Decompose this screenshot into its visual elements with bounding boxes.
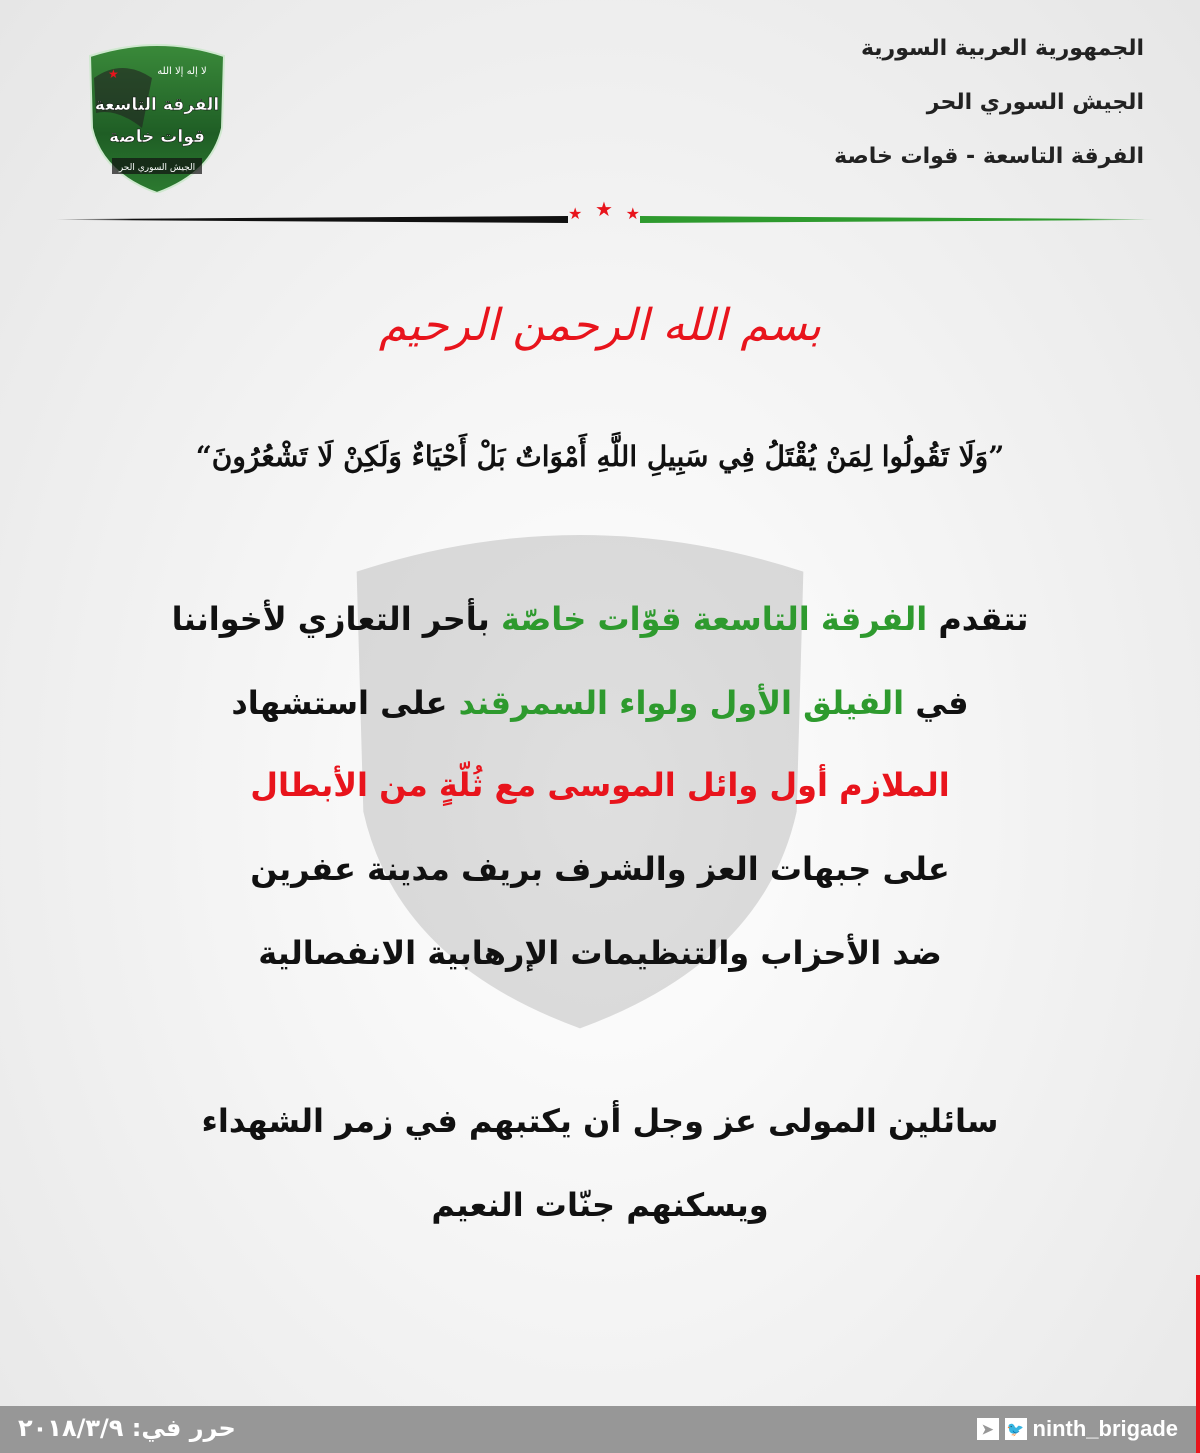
social-handle[interactable] — [977, 1416, 1178, 1442]
logo-shahada: لا إله إلا الله — [157, 66, 207, 77]
body-line-7: ويسكنهم جنّات النعيم — [431, 1186, 769, 1224]
text: على استشهاد — [231, 684, 459, 722]
body-line-1 — [0, 600, 1200, 638]
brigade-logo — [82, 38, 232, 193]
logo-text-3: الجيش السوري الحر — [118, 163, 196, 173]
body-line-6: سائلين المولى عز وجل أن يكتبهم في زمر الشهداء — [201, 1102, 999, 1140]
logo-text-2: قوات خاصة — [109, 127, 205, 147]
header-brigade: الفرقة التاسعة - قوات خاصة — [834, 144, 1144, 169]
twitter-icon: 🐦 — [1005, 1418, 1027, 1440]
martyr-name: الملازم أول وائل الموسى مع ثُلّةٍ من الأبطال — [250, 766, 950, 804]
footer — [0, 1406, 1196, 1453]
accent-bar — [1196, 1275, 1200, 1453]
divider-black — [56, 216, 568, 223]
logo-text-1: الفرقة التاسعة — [94, 95, 220, 115]
divider-stars — [568, 196, 640, 223]
text: تتقدم — [927, 600, 1029, 638]
quran-verse: ”وَلَا تَقُولُوا لِمَنْ يُقْتَلُ فِي سَبِيلِ اللَّهِ أَمْوَاتٌ بَلْ أَحْيَاءٌ وَلَكِنْ لَا تَشْعُرُونَ“ — [195, 440, 1005, 473]
text: في — [904, 684, 969, 722]
body-line-2 — [0, 684, 1200, 722]
star-icon: ★ — [568, 204, 583, 223]
bismillah: بسم الله الرحمن الرحيم — [378, 300, 822, 351]
divider-green — [640, 216, 1155, 223]
body-line-4: على جبهات العز والشرف بريف مدينة عفرين — [250, 850, 950, 888]
svg-text:★: ★ — [108, 67, 119, 81]
body-line-5: ضد الأحزاب والتنظيمات الإرهابية الانفصالية — [258, 934, 942, 972]
brigade-name: الفرقة التاسعة قوّات خاصّة — [500, 600, 928, 638]
header-army: الجيش السوري الحر — [926, 90, 1144, 115]
handle-text: ninth_brigade — [1032, 1416, 1178, 1441]
star-icon: ★ — [625, 204, 640, 223]
star-icon: ★ — [595, 196, 613, 221]
header-country: الجمهورية العربية السورية — [860, 36, 1144, 61]
date: حرر في: ٢٠١٨/٣/٩ — [18, 1414, 236, 1442]
text: بأحر التعازي لأخواننا — [171, 600, 501, 638]
telegram-icon: ➤ — [977, 1418, 999, 1440]
units-name: الفيلق الأول ولواء السمرقند — [458, 684, 905, 722]
